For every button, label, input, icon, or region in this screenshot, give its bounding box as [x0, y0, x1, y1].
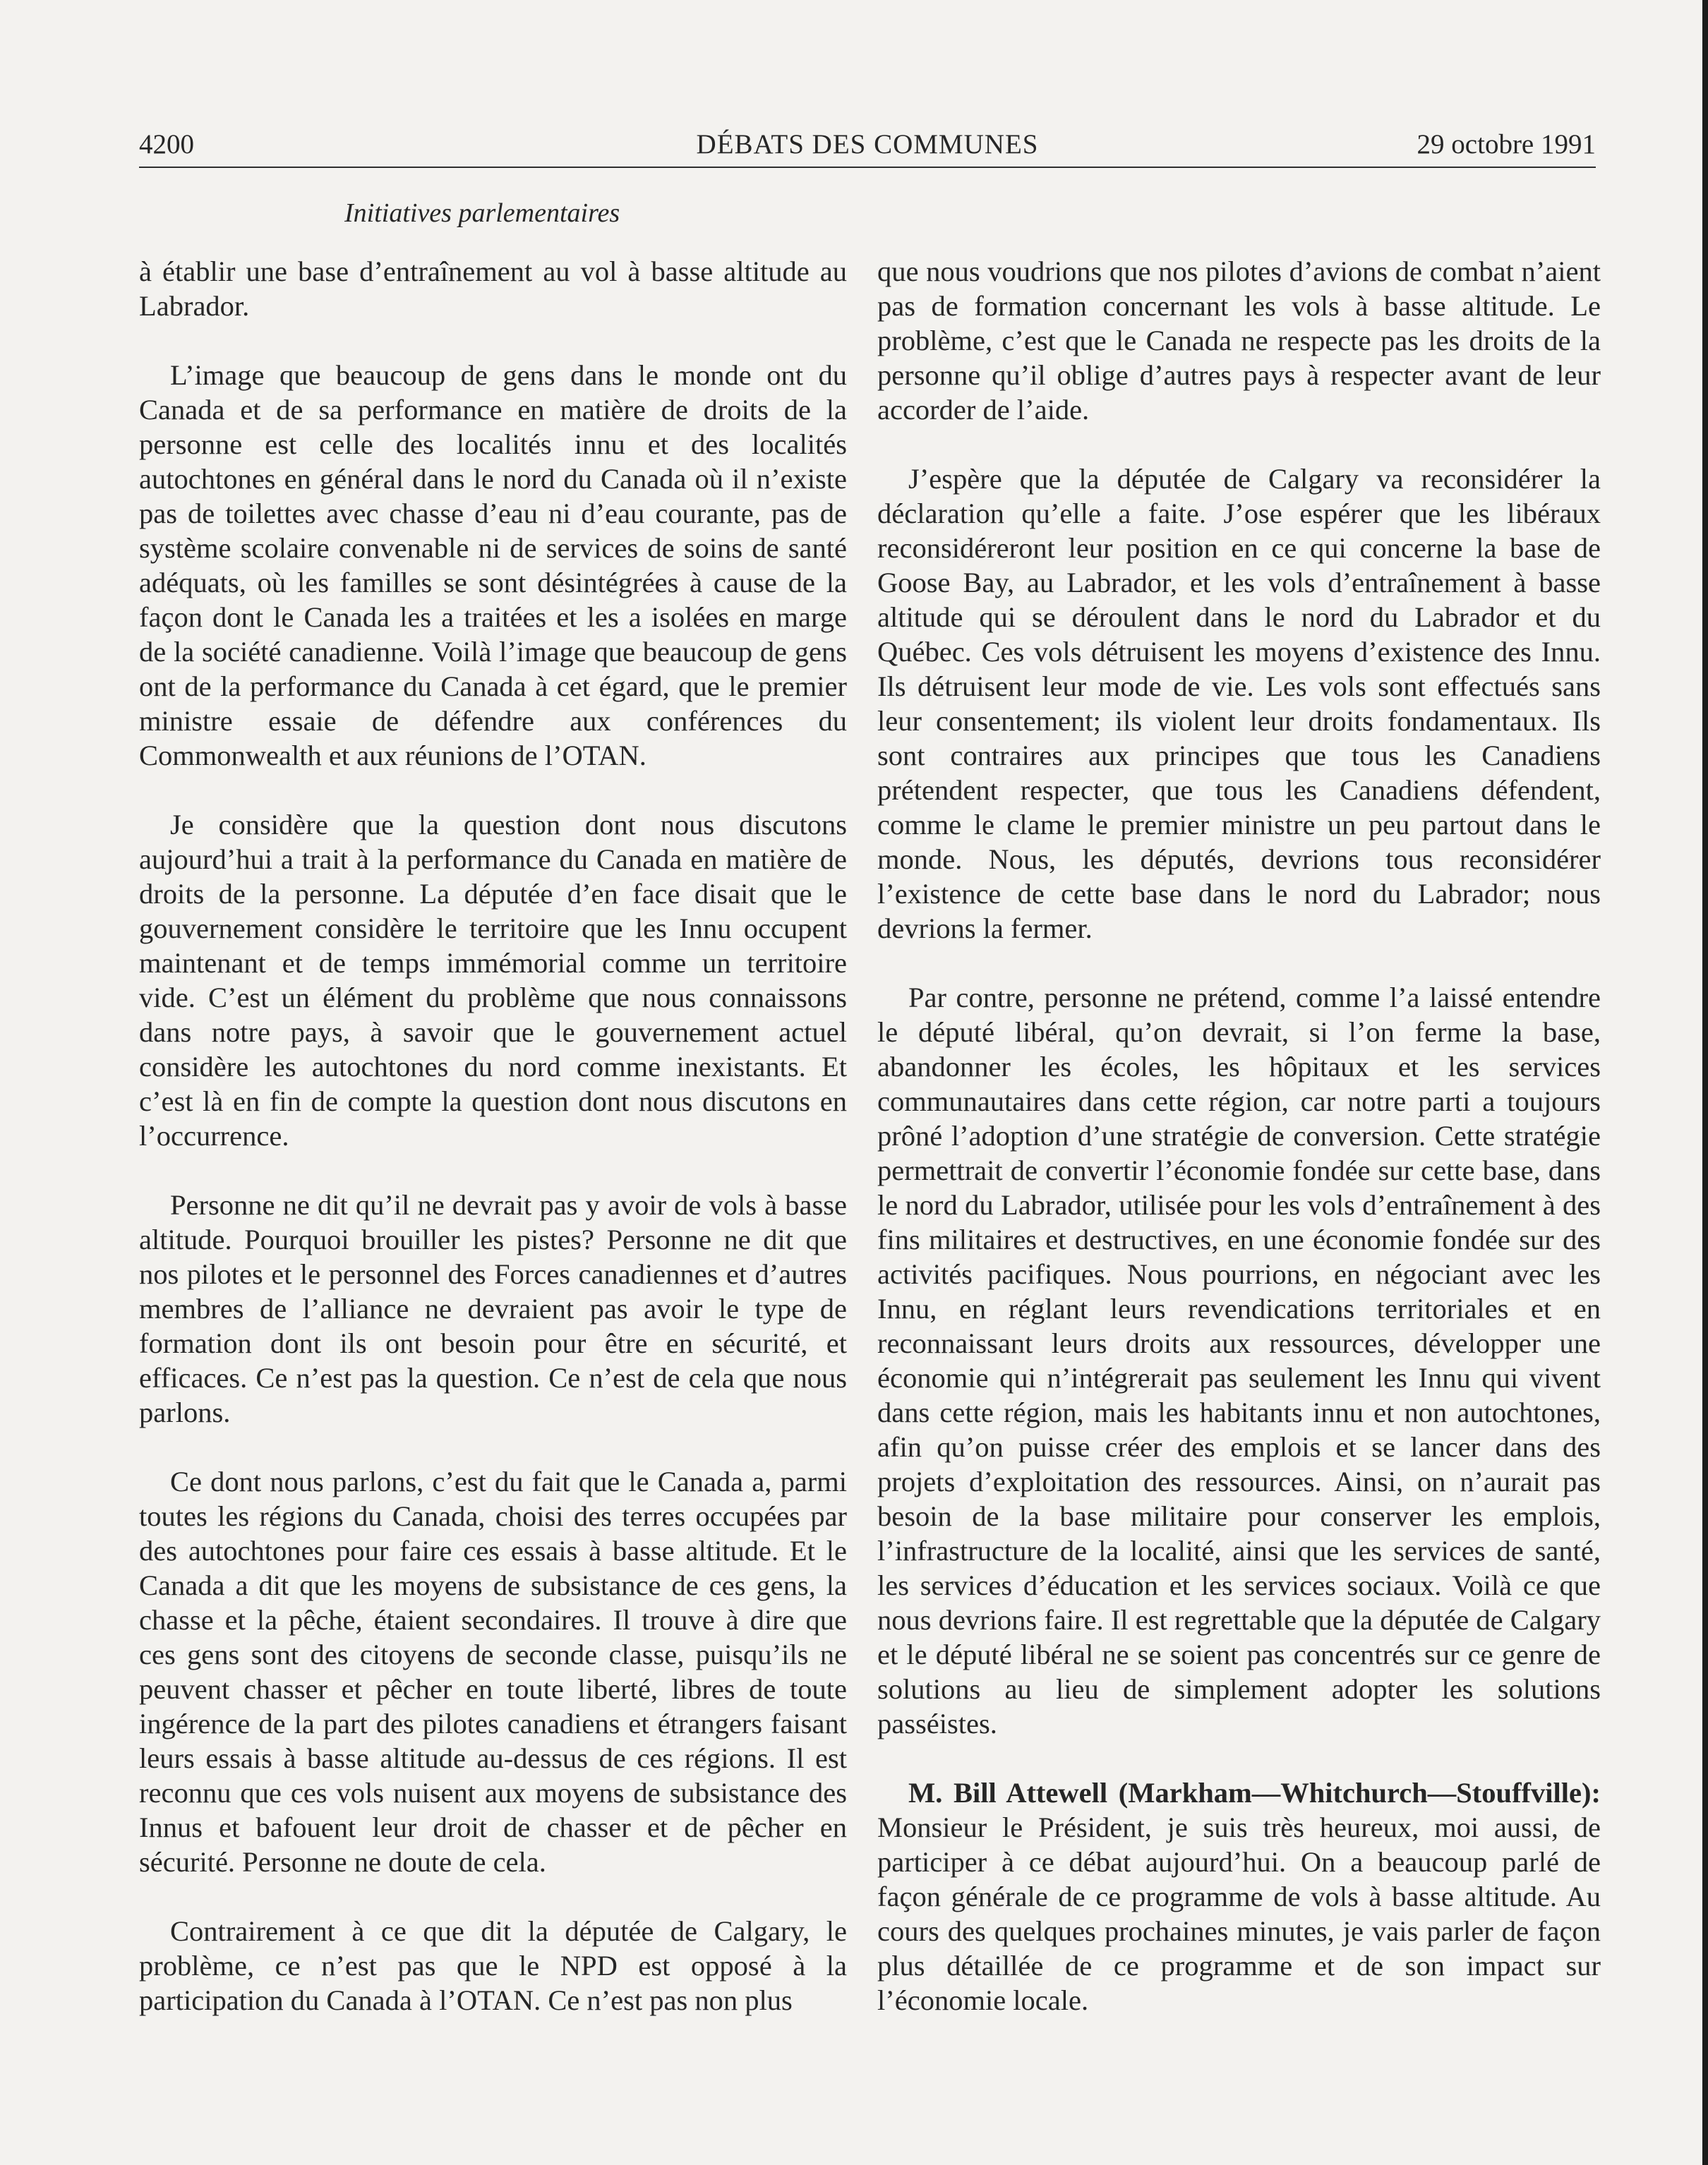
page-date: 29 octobre 1991 — [1417, 129, 1596, 159]
paragraph: Ce dont nous parlons, c’est du fait que le Canada a, parmi toutes les régions du Canada, choisi des terres occupées par des autochtones pour faire ces essais à basse altitude. Et le Canada a dit que les moyens de subsistance de ces gens, la chasse et la pêche, étaient secondaires. Il trouve à dire que ces gens sont des citoyens de seconde classe, puisqu’ils ne peuvent chasser et pêcher en toute liberté, libres de toute ingérence de la part des pilotes canadiens et étrangers faisant leurs essais à basse altitude au-dessus de ces régions. Il est reconnu que ces vols nuisent aux moyens de subsistance des Innus et bafouent leur droit de chasser et de pêcher en sécurité. Personne ne doute de cela. — [139, 1466, 847, 1878]
page-header — [139, 121, 1596, 164]
header-rule — [139, 167, 1596, 168]
paragraph: Personne ne dit qu’il ne devrait pas y avoir de vols à basse altitude. Pourquoi brouiller les pistes? Personne ne dit que nos pilotes et le personnel des Forces canadiennes et d’autres membres de l’alliance ne devraient pas avoir le type de formation dont ils ont besoin pour être en sécurité, et efficaces. Ce n’est pas la question. Ce n’est de cela que nous parlons. — [139, 1189, 847, 1428]
section-title: Initiatives parlementaires — [344, 198, 620, 228]
page-number: 4200 — [139, 129, 194, 159]
paragraph: Par contre, personne ne prétend, comme l’a laissé entendre le député libéral, qu’on devrait, si l’on ferme la base, abandonner les écoles, les hôpitaux et les services communautaires dans cette région, car notre parti a toujours prôné l’adoption d’une stratégie de conversion. Cette stratégie permettrait de convertir l’économie fondée sur cette base, dans le nord du Labrador, utilisée pour les vols d’entraînement à des fins militaires et destructives, en une économie fondée sur des activités pacifiques. Nous pourrions, en négociant avec les Innu, en réglant leurs revendications territoriales et en reconnaissant leurs droits aux ressources, développer une économie qui n’intégrerait pas seulement les Innu qui vivent dans cette région, mais les habitants innu et non autochtones, afin qu’on puisse créer des emplois et se lancer dans des projets d’exploitation des ressources. Ainsi, on n’aurait pas besoin de la base militaire pour conserver les emplois, l’infrastructure de la localité, ainsi que les services de santé, les services d’éducation et les services sociaux. Voilà ce que nous devrions faire. Il est regrettable que la députée de Calgary et le député libéral ne se soient pas concentrés sur ce genre de solutions au lieu de simplement adopter les solutions passéistes. — [877, 982, 1601, 1739]
paragraph: J’espère que la députée de Calgary va reconsidérer la déclaration qu’elle a faite. J’ose espérer que les libéraux reconsidéreront leur position en ce qui concerne la base de Goose Bay, au Labrador, et les vols d’entraînement à basse altitude qui se déroulent dans le nord du Labrador et du Québec. Ces vols détruisent les moyens d’existence des Innu. Ils détruisent leur mode de vie. Les vols sont effectués sans leur consentement; ils violent leur droits fondamentaux. Ils sont contraires aux principes que tous les Canadiens prétendent respecter, que tous les Canadiens défendent, comme le clame le premier ministre un peu partout dans le monde. Nous, les députés, devrions tous reconsidérer l’existence de cette base dans le nord du Labrador; nous devrions la fermer. — [877, 463, 1601, 944]
speaker-paragraph — [877, 1775, 1601, 2018]
scan-edge — [1702, 0, 1708, 2165]
paragraph: que nous voudrions que nos pilotes d’avions de combat n’aient pas de formation concernant les vols à basse altitude. Le problème, c’est que le Canada ne respecte pas les droits de la personne qu’il oblige d’autres pays à respecter avant de leur accorder de l’aide. — [877, 255, 1601, 426]
left-column — [139, 254, 847, 2052]
paragraph: L’image que beaucoup de gens dans le monde ont du Canada et de sa performance en matière de droits de la personne est celle des localités innu et des localités autochtones en général dans le nord du Canada où il n’existe pas de toilettes avec chasse d’eau ni d’eau courante, pas de système scolaire convenable ni de services de soins de santé adéquats, où les familles se sont désintégrées à cause de la façon dont le Canada les a traitées et les a isolées en marge de la société canadienne. Voilà l’image que beaucoup de gens ont de la performance du Canada à cet égard, que le premier ministre essaie de défendre aux conférences du Commonwealth et aux réunions de l’OTAN. — [139, 359, 847, 771]
paragraph: Contrairement à ce que dit la députée de Calgary, le problème, ce n’est pas que le NPD est opposé à la participation du Canada à l’OTAN. Ce n’est pas non plus — [139, 1915, 847, 2016]
paragraph: Je considère que la question dont nous discutons aujourd’hui a trait à la performance du Canada en matière de droits de la personne. La députée d’en face disait que le gouvernement considère le territoire que les Innu occupent maintenant et de temps immémorial comme un territoire vide. C’est un élément du problème que nous connaissons dans notre pays, à savoir que le gouvernement actuel considère les autochtones du nord comme inexistants. Et c’est là en fin de compte la question dont nous discutons en l’occurrence. — [139, 809, 847, 1152]
speaker-name: M. Bill Attewell (Markham—Whitchurch—Stouffville): — [908, 1777, 1601, 1809]
journal-title: DÉBATS DES COMMUNES — [696, 129, 1039, 159]
right-column — [877, 254, 1601, 2052]
speech-text: Monsieur le Président, je suis très heureux, moi aussi, de participer à ce débat aujourd’hui. On a beaucoup parlé de façon générale de ce programme de vols à basse altitude. Au cours des quelques prochaines minutes, je vais parler de façon plus détaillée de ce programme et de son impact sur l’économie locale. — [877, 1811, 1601, 2016]
paragraph: à établir une base d’entraînement au vol à basse altitude au Labrador. — [139, 255, 847, 322]
